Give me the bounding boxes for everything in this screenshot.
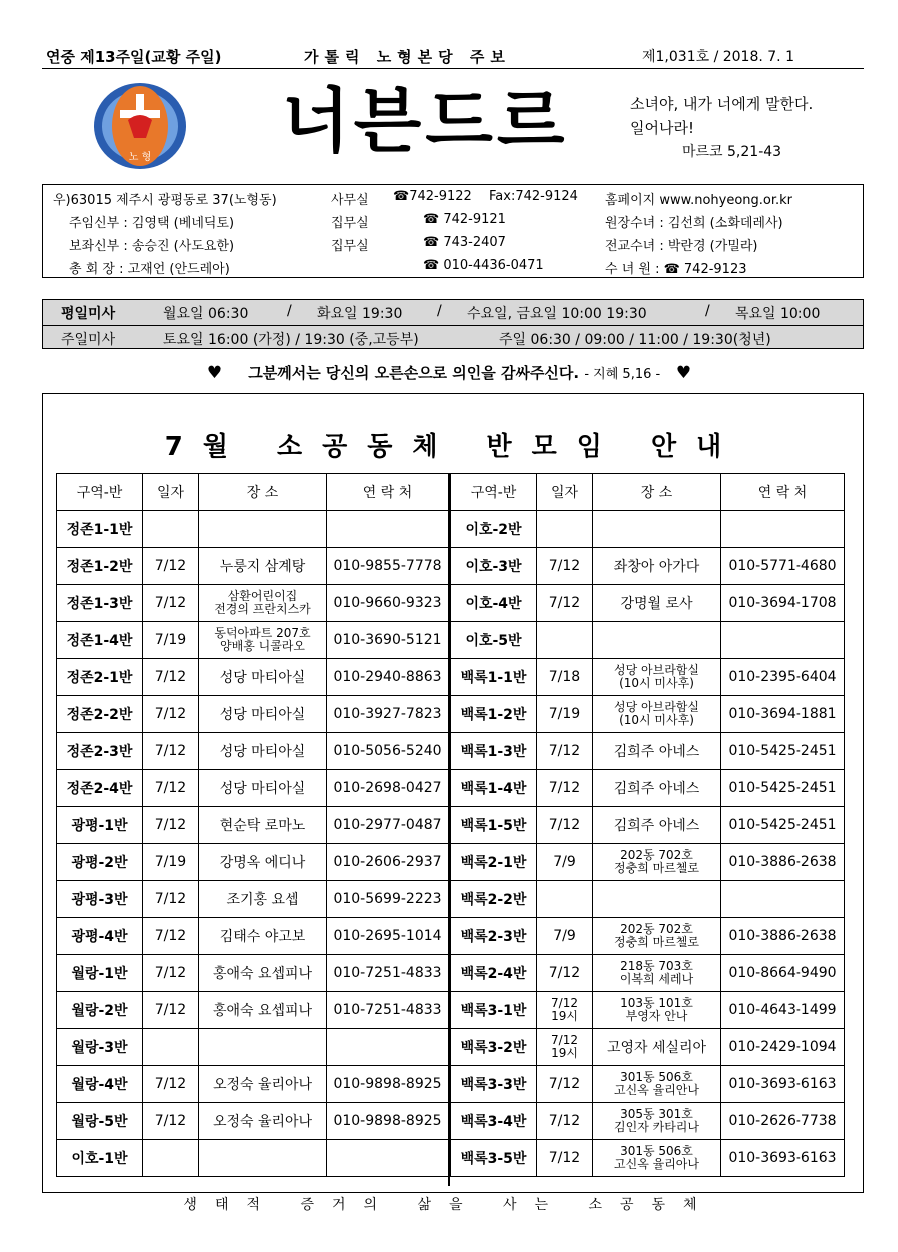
- cell-contact: 010-4643-1499: [721, 992, 845, 1029]
- cell-place: 홍애숙 요셉피나: [199, 955, 327, 992]
- cell-date: 7/12: [537, 548, 593, 585]
- cell-contact: 010-9898-8925: [327, 1066, 449, 1103]
- heart-icon: ♥: [675, 363, 692, 383]
- cell-place: 고영자 세실리아: [593, 1029, 721, 1066]
- cell-area: 백록3-5반: [451, 1140, 537, 1177]
- cell-place: 김태수 야고보: [199, 918, 327, 955]
- address: 우)63015 제주시 광평동로 37(노형동): [53, 193, 277, 208]
- cell-place: 강명옥 에디나: [199, 844, 327, 881]
- issue-sunday: 연중 제13주일(교황 주일): [46, 48, 222, 66]
- table-row: [57, 1066, 449, 1103]
- cell-contact: [327, 1140, 449, 1177]
- cell-area: 월랑-3반: [57, 1029, 143, 1066]
- table-row: [451, 548, 845, 585]
- cell-contact: 010-3690-5121: [327, 622, 449, 659]
- cell-date: 7/12: [143, 807, 199, 844]
- meeting-table-left: [56, 473, 449, 1177]
- cell-contact: 010-3886-2638: [721, 844, 845, 881]
- issue-number-date: 제1,031호 / 2018. 7. 1: [642, 49, 794, 65]
- fax: Fax:742-9124: [489, 189, 578, 204]
- cell-date: 7/12: [143, 659, 199, 696]
- cell-place: [593, 881, 721, 918]
- masthead-title: 너븐드르: [282, 80, 569, 162]
- cell-contact: 010-5056-5240: [327, 733, 449, 770]
- weekly-verse: [0, 362, 898, 383]
- table-row: [451, 844, 845, 881]
- table-row: [451, 955, 845, 992]
- cell-area: 이호-4반: [451, 585, 537, 622]
- separator: /: [287, 303, 292, 319]
- president-phone: ☎ 010-4436-0471: [423, 258, 544, 273]
- cell-date: [143, 1140, 199, 1177]
- table-row: [451, 733, 845, 770]
- cell-date: 7/12: [537, 770, 593, 807]
- parish-info-box: [42, 184, 864, 278]
- cell-area: 백록1-2반: [451, 696, 537, 733]
- sunday-mass: 주일 06:30 / 09:00 / 11:00 / 19:30(청년): [499, 332, 771, 348]
- homepage-link[interactable]: 홈페이지 www.nohyeong.or.kr: [605, 193, 793, 208]
- cell-contact: 010-5699-2223: [327, 881, 449, 918]
- cell-area: 이호-2반: [451, 511, 537, 548]
- cell-place: 성당 아브라함실 (10시 미사후): [593, 696, 721, 733]
- table-row: [57, 1103, 449, 1140]
- cell-place: 김희주 아네스: [593, 733, 721, 770]
- cell-date: 7/12: [143, 770, 199, 807]
- cell-date: 7/12: [537, 1066, 593, 1103]
- cell-place: 강명월 로사: [593, 585, 721, 622]
- heart-icon: ♥: [206, 363, 223, 383]
- sister-head: 원장수녀 : 김선희 (소화데레사): [605, 216, 783, 231]
- cell-date: 7/12: [537, 1103, 593, 1140]
- quote-reference: 마르코 5,21-43: [682, 144, 782, 160]
- tuesday-mass: 화요일 19:30: [317, 306, 403, 322]
- cell-area: 백록3-1반: [451, 992, 537, 1029]
- cell-area: 광평-3반: [57, 881, 143, 918]
- cell-date: [143, 511, 199, 548]
- table-row: [451, 659, 845, 696]
- cell-area: 백록2-3반: [451, 918, 537, 955]
- cell-area: 정존2-1반: [57, 659, 143, 696]
- cell-date: 7/9: [537, 918, 593, 955]
- cell-area: 이호-3반: [451, 548, 537, 585]
- table-row: [57, 659, 449, 696]
- header-date: 일자: [143, 474, 199, 511]
- table-row: [451, 918, 845, 955]
- cell-contact: 010-3927-7823: [327, 696, 449, 733]
- cell-contact: 010-2940-8863: [327, 659, 449, 696]
- header-area: 구역-반: [451, 474, 537, 511]
- cell-area: 이호-5반: [451, 622, 537, 659]
- footer-slogan: 생태적 증거의 삶을 사는 소공동체: [183, 1197, 715, 1213]
- gospel-quote: [630, 92, 813, 164]
- table-row: [451, 1140, 845, 1177]
- table-row: [451, 807, 845, 844]
- cell-contact: 010-5425-2451: [721, 807, 845, 844]
- separator: /: [705, 303, 710, 319]
- cell-area: 백록1-5반: [451, 807, 537, 844]
- table-row: [57, 696, 449, 733]
- svg-text:노 형: 노 형: [128, 152, 152, 163]
- cell-place: 삼환어린이집 전경의 프란치스카: [199, 585, 327, 622]
- cell-area: 백록3-3반: [451, 1066, 537, 1103]
- pastor-phone: ☎ 742-9121: [423, 212, 506, 227]
- cell-date: 7/12: [537, 1140, 593, 1177]
- cell-contact: [721, 622, 845, 659]
- cell-area: 정존1-2반: [57, 548, 143, 585]
- cell-area: 백록2-4반: [451, 955, 537, 992]
- cell-date: 7/12: [537, 733, 593, 770]
- cell-area: 백록1-1반: [451, 659, 537, 696]
- table-row: [57, 511, 449, 548]
- table-row: [57, 622, 449, 659]
- table-row: [57, 881, 449, 918]
- header-place: 장 소: [593, 474, 721, 511]
- cell-area: 정존2-2반: [57, 696, 143, 733]
- cell-date: 7/18: [537, 659, 593, 696]
- cell-date: 7/12: [143, 733, 199, 770]
- cell-date: [537, 511, 593, 548]
- monday-mass: 월요일 06:30: [163, 306, 249, 322]
- table-header: [451, 474, 845, 511]
- mass-schedule: [42, 299, 864, 349]
- quote-line-2: 일어나라!: [630, 119, 694, 137]
- table-row: [57, 770, 449, 807]
- cell-contact: [721, 881, 845, 918]
- cell-date: 7/12: [143, 918, 199, 955]
- cell-area: 백록3-2반: [451, 1029, 537, 1066]
- cell-date: 7/12: [143, 548, 199, 585]
- cell-place: [593, 511, 721, 548]
- cell-contact: 010-2695-1014: [327, 918, 449, 955]
- cell-contact: 010-2698-0427: [327, 770, 449, 807]
- cell-contact: 010-2977-0487: [327, 807, 449, 844]
- cell-date: 7/12 19시: [537, 992, 593, 1029]
- cell-contact: 010-3694-1881: [721, 696, 845, 733]
- thursday-mass: 목요일 10:00: [735, 306, 821, 322]
- cell-contact: 010-3693-6163: [721, 1066, 845, 1103]
- cell-date: 7/19: [537, 696, 593, 733]
- cell-area: 월랑-2반: [57, 992, 143, 1029]
- cell-area: 이호-1반: [57, 1140, 143, 1177]
- cell-contact: [327, 511, 449, 548]
- cell-place: 김희주 아네스: [593, 807, 721, 844]
- header-contact: 연 락 처: [327, 474, 449, 511]
- cell-place: 202동 702호 정충희 마르첼로: [593, 844, 721, 881]
- assistant-priest: 보좌신부 : 송승진 (사도요한): [69, 239, 235, 254]
- publication-name: 가톨릭 노형본당 주보: [304, 48, 511, 66]
- cell-place: 성당 마티아실: [199, 770, 327, 807]
- cell-area: 월랑-4반: [57, 1066, 143, 1103]
- cell-contact: 010-5425-2451: [721, 733, 845, 770]
- cell-area: 정존2-4반: [57, 770, 143, 807]
- cell-contact: [327, 1029, 449, 1066]
- cell-area: 정존1-1반: [57, 511, 143, 548]
- cell-contact: 010-3886-2638: [721, 918, 845, 955]
- cell-place: 성당 마티아실: [199, 696, 327, 733]
- cell-place: 성당 마티아실: [199, 733, 327, 770]
- pastor: 주임신부 : 김영택 (베네딕토): [69, 216, 235, 231]
- cell-date: 7/19: [143, 622, 199, 659]
- saturday-mass: 토요일 16:00 (가정) / 19:30 (중,고등부): [163, 332, 419, 348]
- table-row: [451, 696, 845, 733]
- cell-date: 7/12: [143, 955, 199, 992]
- cell-place: 성당 아브라함실 (10시 미사후): [593, 659, 721, 696]
- cell-contact: 010-3694-1708: [721, 585, 845, 622]
- cell-contact: 010-3693-6163: [721, 1140, 845, 1177]
- convent-phone: 수 녀 원 : ☎ 742-9123: [605, 262, 747, 277]
- cell-place: 동덕아파트 207호 양배홍 니콜라오: [199, 622, 327, 659]
- cell-area: 백록1-3반: [451, 733, 537, 770]
- cell-date: 7/12: [537, 807, 593, 844]
- cell-date: 7/12: [143, 1103, 199, 1140]
- table-row: [57, 807, 449, 844]
- sunday-mass-label: 주일미사: [61, 332, 116, 348]
- mission-sister: 전교수녀 : 박란경 (가밀라): [605, 239, 758, 254]
- cell-contact: 010-7251-4833: [327, 955, 449, 992]
- assistant-phone: ☎ 743-2407: [423, 235, 506, 250]
- cell-place: 오정숙 율리아나: [199, 1103, 327, 1140]
- cell-date: 7/12: [537, 955, 593, 992]
- assistant-office: 집무실: [331, 239, 369, 254]
- cell-area: 광평-4반: [57, 918, 143, 955]
- cell-place: 김희주 아네스: [593, 770, 721, 807]
- table-row: [451, 1103, 845, 1140]
- table-row: [57, 955, 449, 992]
- cell-contact: [721, 511, 845, 548]
- verse-text: 그분께서는 당신의 오른손으로 의인을 감싸주신다.: [248, 364, 580, 382]
- cell-area: 백록3-4반: [451, 1103, 537, 1140]
- cell-contact: 010-9898-8925: [327, 1103, 449, 1140]
- table-row: [57, 1029, 449, 1066]
- cell-area: 정존1-3반: [57, 585, 143, 622]
- cell-place: 조기홍 요셉: [199, 881, 327, 918]
- office-phone: ☎742-9122: [393, 189, 472, 204]
- cell-date: [537, 881, 593, 918]
- cell-date: 7/9: [537, 844, 593, 881]
- cell-date: 7/12: [143, 992, 199, 1029]
- wed-fri-mass: 수요일, 금요일 10:00 19:30: [467, 306, 647, 322]
- weekday-mass-label: 평일미사: [61, 306, 116, 322]
- cell-place: 성당 마티아실: [199, 659, 327, 696]
- cell-contact: 010-9660-9323: [327, 585, 449, 622]
- cell-date: 7/12: [143, 881, 199, 918]
- cell-place: [199, 1140, 327, 1177]
- table-row: [57, 992, 449, 1029]
- quote-line-1: 소녀야, 내가 너에게 말한다.: [630, 95, 814, 113]
- table-row: [57, 733, 449, 770]
- cell-date: 7/12 19시: [537, 1029, 593, 1066]
- cell-date: 7/12: [143, 696, 199, 733]
- cell-date: [143, 1029, 199, 1066]
- cell-area: 정존1-4반: [57, 622, 143, 659]
- cell-contact: 010-5425-2451: [721, 770, 845, 807]
- cell-area: 백록2-1반: [451, 844, 537, 881]
- cell-contact: 010-2606-2937: [327, 844, 449, 881]
- cell-place: [593, 622, 721, 659]
- header-place: 장 소: [199, 474, 327, 511]
- cell-area: 광평-2반: [57, 844, 143, 881]
- table-row: [57, 844, 449, 881]
- table-row: [57, 585, 449, 622]
- cell-place: [199, 511, 327, 548]
- table-row: [451, 622, 845, 659]
- cell-contact: 010-2429-1094: [721, 1029, 845, 1066]
- cell-area: 백록1-4반: [451, 770, 537, 807]
- cell-contact: 010-5771-4680: [721, 548, 845, 585]
- cell-contact: 010-2395-6404: [721, 659, 845, 696]
- table-row: [451, 511, 845, 548]
- cell-place: 103동 101호 부영자 안나: [593, 992, 721, 1029]
- cell-place: 현순탁 로마노: [199, 807, 327, 844]
- cell-place: 202동 702호 정충희 마르첼로: [593, 918, 721, 955]
- table-row: [451, 770, 845, 807]
- cell-area: 백록2-2반: [451, 881, 537, 918]
- header-date: 일자: [537, 474, 593, 511]
- cell-place: 301동 506호 고신옥 율리아나: [593, 1140, 721, 1177]
- notice-title: 7월 소공동체 반모임 안내: [164, 432, 742, 462]
- cell-place: 오정숙 율리아나: [199, 1066, 327, 1103]
- cell-place: 218동 703호 이복희 세레나: [593, 955, 721, 992]
- table-row: [57, 548, 449, 585]
- table-row: [451, 1029, 845, 1066]
- cell-contact: 010-7251-4833: [327, 992, 449, 1029]
- verse-source: - 지혜 5,16 -: [584, 367, 661, 382]
- cell-place: 301동 506호 고신옥 율리안나: [593, 1066, 721, 1103]
- table-divider: [448, 473, 450, 1186]
- cell-contact: 010-9855-7778: [327, 548, 449, 585]
- cell-area: 월랑-5반: [57, 1103, 143, 1140]
- cell-date: 7/12: [143, 585, 199, 622]
- table-row: [451, 1066, 845, 1103]
- separator: /: [437, 303, 442, 319]
- parish-logo: [92, 80, 188, 172]
- office-label: 사무실: [331, 193, 369, 208]
- cell-date: 7/12: [143, 1066, 199, 1103]
- table-header: [57, 474, 449, 511]
- table-row: [451, 585, 845, 622]
- cell-place: 누룽지 삼계탕: [199, 548, 327, 585]
- cell-area: 광평-1반: [57, 807, 143, 844]
- cell-contact: 010-8664-9490: [721, 955, 845, 992]
- issue-header: [42, 40, 864, 69]
- table-row: [451, 992, 845, 1029]
- cell-place: 홍애숙 요셉피나: [199, 992, 327, 1029]
- meeting-table-right: [450, 473, 845, 1177]
- cell-area: 정존2-3반: [57, 733, 143, 770]
- council-president: 총 회 장 : 고재언 (안드레아): [69, 262, 230, 277]
- cell-area: 월랑-1반: [57, 955, 143, 992]
- cell-date: 7/12: [537, 585, 593, 622]
- cell-place: 305동 301호 김인자 카타리나: [593, 1103, 721, 1140]
- pastor-office: 집무실: [331, 216, 369, 231]
- cell-date: [537, 622, 593, 659]
- header-area: 구역-반: [57, 474, 143, 511]
- cell-place: 좌창아 아가다: [593, 548, 721, 585]
- header-contact: 연 락 처: [721, 474, 845, 511]
- table-row: [57, 918, 449, 955]
- cell-contact: 010-2626-7738: [721, 1103, 845, 1140]
- table-row: [451, 881, 845, 918]
- table-row: [57, 1140, 449, 1177]
- cell-place: [199, 1029, 327, 1066]
- cell-date: 7/19: [143, 844, 199, 881]
